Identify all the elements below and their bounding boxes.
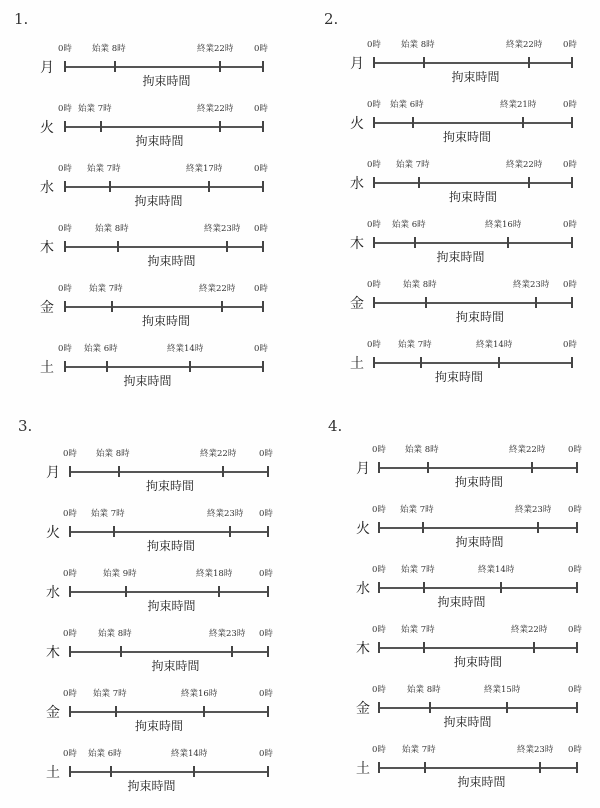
timeline-bar [69, 651, 267, 653]
tick-day-end [571, 177, 573, 188]
tick-day-start [69, 586, 71, 597]
work-start-label: 始業 6時 [88, 749, 122, 759]
zero-hour-label: 0時 [372, 445, 386, 455]
restraint-time-label: 拘束時間 [141, 314, 191, 328]
zero-hour-label: 0時 [58, 284, 72, 294]
tick-work-end [500, 582, 502, 593]
tick-work-end [522, 117, 524, 128]
zero-hour-label: 0時 [563, 280, 577, 290]
tick-day-end [267, 586, 269, 597]
restraint-time-label: 拘束時間 [145, 479, 195, 493]
tick-work-end [226, 241, 228, 252]
timeline-bar [373, 302, 571, 304]
work-start-label: 始業 6時 [390, 100, 424, 110]
day-label: 土 [350, 356, 364, 372]
work-start-label: 始業 7時 [87, 164, 121, 174]
day-label: 木 [356, 641, 370, 657]
work-end-label: 終業18時 [196, 569, 233, 579]
tick-day-start [373, 297, 375, 308]
timeline-bar [64, 366, 262, 368]
zero-hour-label: 0時 [372, 505, 386, 515]
work-end-label: 終業22時 [199, 284, 236, 294]
work-end-label: 終業23時 [204, 224, 241, 234]
day-label: 火 [350, 116, 364, 132]
work-end-label: 終業22時 [506, 40, 543, 50]
zero-hour-label: 0時 [259, 449, 273, 459]
tick-day-start [64, 241, 66, 252]
timeline-bar [69, 471, 267, 473]
day-label: 土 [356, 761, 370, 777]
tick-day-end [571, 237, 573, 248]
tick-day-start [69, 706, 71, 717]
work-end-label: 終業23時 [513, 280, 550, 290]
work-start-label: 始業 7時 [93, 689, 127, 699]
zero-hour-label: 0時 [563, 100, 577, 110]
tick-day-end [267, 466, 269, 477]
day-label: 木 [350, 236, 364, 252]
zero-hour-label: 0時 [563, 220, 577, 230]
zero-hour-label: 0時 [63, 749, 77, 759]
tick-day-end [267, 526, 269, 537]
zero-hour-label: 0時 [372, 625, 386, 635]
tick-day-start [64, 301, 66, 312]
timeline-bar [378, 467, 576, 469]
work-end-label: 終業23時 [515, 505, 552, 515]
zero-hour-label: 0時 [254, 224, 268, 234]
tick-work-end [218, 586, 220, 597]
work-start-label: 始業 8時 [403, 280, 437, 290]
restraint-time-label: 拘束時間 [135, 134, 184, 148]
work-end-label: 終業22時 [197, 104, 234, 114]
tick-day-end [576, 702, 578, 713]
work-end-label: 終業16時 [181, 689, 218, 699]
tick-work-start [425, 297, 427, 308]
zero-hour-label: 0時 [367, 100, 381, 110]
tick-work-start [113, 526, 115, 537]
timeline-bar [69, 771, 267, 773]
restraint-time-label: 拘束時間 [434, 370, 484, 384]
restraint-time-label: 拘束時間 [134, 719, 184, 733]
tick-day-start [69, 466, 71, 477]
zero-hour-label: 0時 [568, 505, 582, 515]
tick-day-start [64, 361, 66, 372]
work-end-label: 終業14時 [171, 749, 208, 759]
timeline-bar [378, 587, 576, 589]
work-end-label: 終業22時 [509, 445, 546, 455]
timeline-bar [378, 527, 576, 529]
day-label: 水 [356, 581, 370, 597]
tick-work-start [429, 702, 431, 713]
zero-hour-label: 0時 [63, 569, 77, 579]
tick-work-end [193, 766, 195, 777]
tick-work-start [125, 586, 127, 597]
zero-hour-label: 0時 [372, 565, 386, 575]
tick-work-end [221, 301, 223, 312]
work-start-label: 始業 7時 [78, 104, 112, 114]
restraint-time-label: 拘束時間 [436, 250, 485, 264]
zero-hour-label: 0時 [372, 745, 386, 755]
day-label: 火 [356, 521, 370, 537]
question-number: 1. [14, 10, 29, 28]
tick-work-start [117, 241, 119, 252]
work-start-label: 始業 7時 [91, 509, 125, 519]
day-label: 木 [40, 240, 54, 256]
zero-hour-label: 0時 [254, 44, 268, 54]
timeline-bar [373, 182, 571, 184]
tick-day-end [262, 181, 264, 192]
restraint-time-label: 拘束時間 [448, 190, 498, 204]
tick-day-end [571, 117, 573, 128]
restraint-time-label: 拘束時間 [127, 779, 176, 793]
tick-work-end [506, 702, 508, 713]
work-end-label: 終業23時 [517, 745, 554, 755]
zero-hour-label: 0時 [259, 629, 273, 639]
zero-hour-label: 0時 [367, 40, 381, 50]
tick-day-end [267, 766, 269, 777]
restraint-time-label: 拘束時間 [455, 535, 504, 549]
question-number: 2. [324, 10, 339, 28]
tick-day-start [64, 181, 66, 192]
work-end-label: 終業23時 [207, 509, 244, 519]
day-label: 土 [40, 360, 54, 376]
tick-day-end [571, 297, 573, 308]
question-number: 4. [328, 417, 343, 435]
tick-day-start [64, 121, 66, 132]
tick-work-start [110, 766, 112, 777]
tick-work-end [498, 357, 500, 368]
tick-work-start [423, 642, 425, 653]
zero-hour-label: 0時 [63, 629, 77, 639]
tick-work-end [533, 642, 535, 653]
tick-work-start [412, 117, 414, 128]
work-start-label: 始業 6時 [84, 344, 118, 354]
day-label: 月 [356, 461, 370, 477]
work-start-label: 始業 7時 [401, 625, 435, 635]
tick-day-start [378, 642, 380, 653]
work-start-label: 始業 6時 [392, 220, 426, 230]
zero-hour-label: 0時 [58, 344, 72, 354]
zero-hour-label: 0時 [563, 40, 577, 50]
tick-day-start [69, 646, 71, 657]
day-label: 土 [46, 765, 60, 781]
day-label: 月 [350, 56, 364, 72]
tick-day-end [571, 357, 573, 368]
tick-work-start [427, 462, 429, 473]
tick-day-end [576, 462, 578, 473]
tick-work-start [120, 646, 122, 657]
work-end-label: 終業14時 [476, 340, 513, 350]
work-start-label: 始業 8時 [92, 44, 126, 54]
tick-day-start [69, 526, 71, 537]
day-label: 木 [46, 645, 60, 661]
zero-hour-label: 0時 [568, 565, 582, 575]
tick-day-end [571, 57, 573, 68]
tick-work-end [528, 177, 530, 188]
day-label: 金 [40, 300, 54, 316]
tick-work-end [219, 121, 221, 132]
tick-day-end [262, 241, 264, 252]
restraint-time-label: 拘束時間 [151, 659, 200, 673]
zero-hour-label: 0時 [259, 509, 273, 519]
zero-hour-label: 0時 [568, 745, 582, 755]
restraint-time-label: 拘束時間 [142, 74, 191, 88]
tick-day-end [267, 706, 269, 717]
work-end-label: 終業21時 [500, 100, 537, 110]
restraint-time-label: 拘束時間 [134, 194, 183, 208]
tick-work-start [106, 361, 108, 372]
zero-hour-label: 0時 [367, 340, 381, 350]
restraint-time-label: 拘束時間 [146, 539, 196, 553]
work-end-label: 終業17時 [186, 164, 223, 174]
restraint-time-label: 拘束時間 [437, 595, 486, 609]
zero-hour-label: 0時 [254, 284, 268, 294]
restraint-time-label: 拘束時間 [451, 70, 500, 84]
day-label: 金 [46, 705, 60, 721]
zero-hour-label: 0時 [63, 449, 77, 459]
work-start-label: 始業 8時 [401, 40, 435, 50]
tick-day-start [378, 582, 380, 593]
restraint-time-label: 拘束時間 [453, 655, 503, 669]
tick-work-end [537, 522, 539, 533]
question-number: 3. [18, 417, 33, 435]
work-start-label: 始業 8時 [98, 629, 132, 639]
tick-day-start [373, 357, 375, 368]
timeline-bar [373, 362, 571, 364]
tick-day-end [262, 121, 264, 132]
tick-day-start [64, 61, 66, 72]
day-label: 水 [350, 176, 364, 192]
zero-hour-label: 0時 [259, 749, 273, 759]
tick-day-start [373, 117, 375, 128]
tick-day-start [373, 177, 375, 188]
timeline-bar [378, 647, 576, 649]
tick-work-start [115, 706, 117, 717]
zero-hour-label: 0時 [254, 164, 268, 174]
day-label: 火 [46, 525, 60, 541]
tick-work-start [100, 121, 102, 132]
work-start-label: 始業 7時 [401, 565, 435, 575]
work-start-label: 始業 8時 [407, 685, 441, 695]
tick-day-end [267, 646, 269, 657]
tick-work-start [422, 522, 424, 533]
timeline-bar [373, 122, 571, 124]
tick-work-start [114, 61, 116, 72]
zero-hour-label: 0時 [563, 340, 577, 350]
tick-day-end [576, 522, 578, 533]
zero-hour-label: 0時 [63, 689, 77, 699]
tick-day-end [576, 642, 578, 653]
tick-work-end [203, 706, 205, 717]
timeline-bar [373, 242, 571, 244]
tick-day-end [262, 361, 264, 372]
tick-work-end [189, 361, 191, 372]
tick-day-end [576, 582, 578, 593]
work-end-label: 終業22時 [197, 44, 234, 54]
tick-work-end [219, 61, 221, 72]
work-end-label: 終業15時 [484, 685, 521, 695]
timeline-bar [64, 126, 262, 128]
timeline-bar [378, 707, 576, 709]
work-end-label: 終業14時 [167, 344, 204, 354]
day-label: 月 [40, 60, 54, 76]
work-end-label: 終業23時 [209, 629, 246, 639]
zero-hour-label: 0時 [58, 164, 72, 174]
timeline-bar [69, 531, 267, 533]
tick-day-start [373, 237, 375, 248]
restraint-time-label: 拘束時間 [443, 715, 492, 729]
tick-work-start [418, 177, 420, 188]
tick-day-end [576, 762, 578, 773]
timeline-bar [64, 246, 262, 248]
tick-work-start [423, 57, 425, 68]
zero-hour-label: 0時 [63, 509, 77, 519]
zero-hour-label: 0時 [259, 689, 273, 699]
restraint-time-label: 拘束時間 [442, 130, 492, 144]
day-label: 金 [356, 701, 370, 717]
zero-hour-label: 0時 [254, 344, 268, 354]
zero-hour-label: 0時 [367, 160, 381, 170]
tick-work-end [229, 526, 231, 537]
tick-day-start [378, 522, 380, 533]
work-start-label: 始業 7時 [400, 505, 434, 515]
timeline-bar [378, 767, 576, 769]
work-start-label: 始業 7時 [89, 284, 123, 294]
tick-work-start [423, 582, 425, 593]
tick-work-end [231, 646, 233, 657]
tick-work-end [535, 297, 537, 308]
tick-day-end [262, 61, 264, 72]
zero-hour-label: 0時 [568, 625, 582, 635]
work-end-label: 終業14時 [478, 565, 515, 575]
tick-day-start [373, 57, 375, 68]
day-label: 水 [46, 585, 60, 601]
tick-work-start [109, 181, 111, 192]
zero-hour-label: 0時 [58, 104, 72, 114]
tick-day-start [378, 462, 380, 473]
tick-work-end [507, 237, 509, 248]
work-start-label: 始業 8時 [405, 445, 439, 455]
tick-work-end [531, 462, 533, 473]
zero-hour-label: 0時 [372, 685, 386, 695]
restraint-time-label: 拘束時間 [454, 475, 504, 489]
timeline-bar [69, 711, 267, 713]
restraint-time-label: 拘束時間 [147, 254, 196, 268]
zero-hour-label: 0時 [367, 220, 381, 230]
work-end-label: 終業16時 [485, 220, 522, 230]
zero-hour-label: 0時 [58, 224, 72, 234]
restraint-time-label: 拘束時間 [123, 374, 172, 388]
restraint-time-label: 拘束時間 [147, 599, 196, 613]
zero-hour-label: 0時 [367, 280, 381, 290]
day-label: 水 [40, 180, 54, 196]
work-start-label: 始業 8時 [96, 449, 130, 459]
work-start-label: 始業 7時 [396, 160, 430, 170]
work-end-label: 終業22時 [200, 449, 237, 459]
zero-hour-label: 0時 [568, 445, 582, 455]
work-start-label: 始業 8時 [95, 224, 129, 234]
zero-hour-label: 0時 [563, 160, 577, 170]
timeline-bar [64, 306, 262, 308]
tick-day-end [262, 301, 264, 312]
tick-work-end [539, 762, 541, 773]
day-label: 金 [350, 296, 364, 312]
tick-work-start [111, 301, 113, 312]
tick-work-end [208, 181, 210, 192]
work-end-label: 終業22時 [506, 160, 543, 170]
restraint-time-label: 拘束時間 [457, 775, 506, 789]
tick-work-end [222, 466, 224, 477]
restraint-time-label: 拘束時間 [455, 310, 505, 324]
work-end-label: 終業22時 [511, 625, 548, 635]
timeline-bar [69, 591, 267, 593]
timeline-bar [373, 62, 571, 64]
tick-work-end [528, 57, 530, 68]
timeline-bar [64, 66, 262, 68]
day-label: 月 [46, 465, 60, 481]
zero-hour-label: 0時 [58, 44, 72, 54]
work-start-label: 始業 7時 [398, 340, 432, 350]
zero-hour-label: 0時 [568, 685, 582, 695]
zero-hour-label: 0時 [254, 104, 268, 114]
tick-work-start [118, 466, 120, 477]
tick-work-start [420, 357, 422, 368]
day-label: 火 [40, 120, 54, 136]
timeline-bar [64, 186, 262, 188]
tick-day-start [69, 766, 71, 777]
tick-work-start [414, 237, 416, 248]
zero-hour-label: 0時 [259, 569, 273, 579]
tick-work-start [424, 762, 426, 773]
tick-day-start [378, 762, 380, 773]
work-start-label: 始業 9時 [103, 569, 137, 579]
tick-day-start [378, 702, 380, 713]
work-start-label: 始業 7時 [402, 745, 436, 755]
